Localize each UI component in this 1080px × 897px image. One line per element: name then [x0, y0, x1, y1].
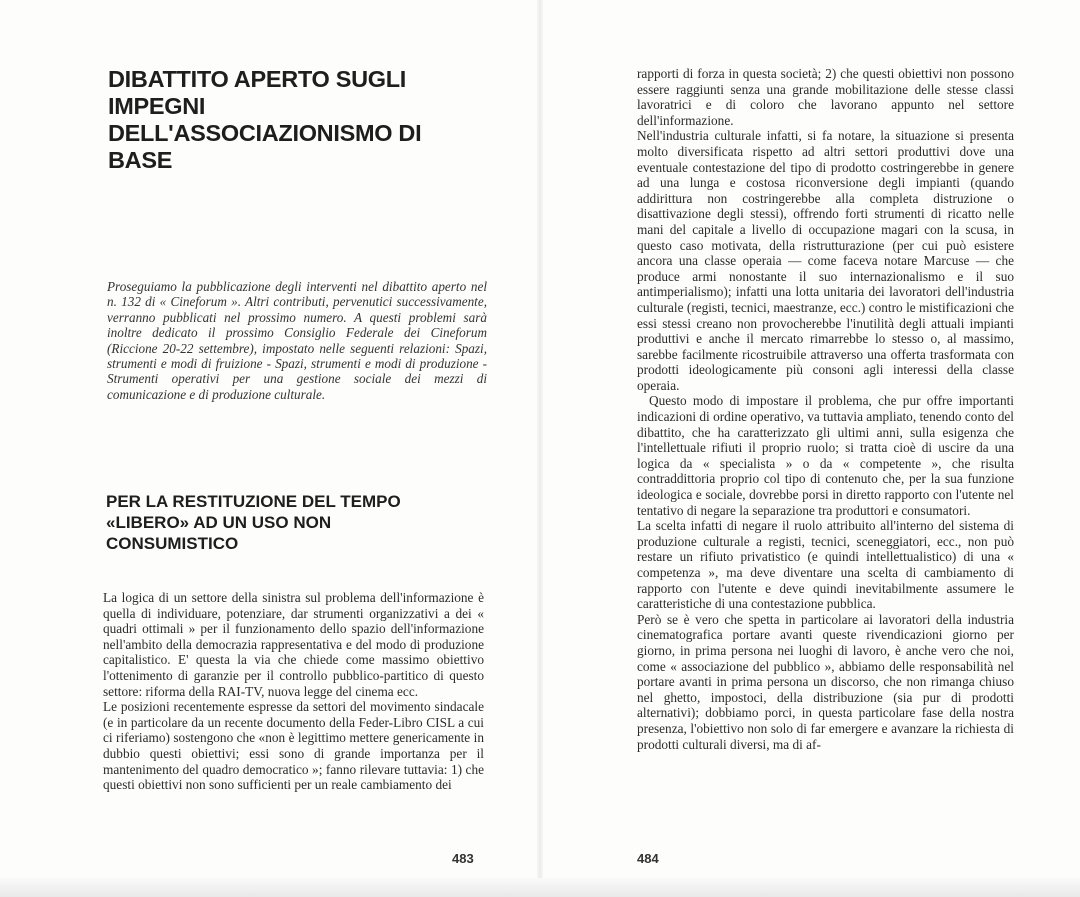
section-title: PER LA RESTITUZIONE DEL TEMPO «LIBERO» AD UN USO NON CONSUMISTICO [106, 492, 401, 553]
intro-paragraph: Proseguiamo la pubblicazione degli interventi nel dibattito aperto nel n. 132 di « Cineforum ». Altri contributi, pervenutici successivamente, verranno pubblicati nel prossimo numero. A questi problemi sarà inoltre dedicato il prossimo Consiglio Federale dei Cineforum (Riccione 20-22 settembre), impostato nelle seguenti relazioni: Spazi, strumenti e modi di fruizione - Spazi, strumenti e modi di produzione - Strumenti operativi per una gestione sociale dei mezzi di comunicazione e di produzione culturale. [107, 279, 487, 402]
body-paragraph: Nell'industria culturale infatti, si fa notare, la situazione si presenta molto diversificata rispetto ad altri settori produttivi dove una eventuale contestazione del tipo di prodotto costringerebbe in genere ad una lunga e costosa riconversione degli impianti (quando addirittura non costringerebbe alla completa distruzione o disattivazione degli stessi), offrendo forti strumenti di ricatto nelle mani del capitale a livello di occupazione magari con la scusa, in questo caso motivata, della ristrutturazione (per cui può esistere ancora una classe operaia — come faceva notare Marcuse — che produce armi nonostante il suo internazionalismo e il suo antimperialismo); infatti una lotta unitaria dei lavoratori dell'industria culturale (registi, tecnici, maestranze, ecc.) contro le mistificazioni che essi stessi creano non provocherebbe l'inutilità degli attuali impianti produttivi e anche il mercato rimarrebbe lo stesso o, al massimo, sarebbe facilmente ricostruibile attraverso una offerta trasformata con prodotti ideologicamente più consoni agli interessi della classe operaia. [637, 128, 1014, 393]
body-paragraph: rapporti di forza in questa società; 2) che questi obiettivi non possono essere raggiunti senza una grande mobilitazione delle stesse classi lavoratrici e di coloro che lavorano appunto nel settore dell'informazione. [637, 66, 1014, 128]
article-title: DIBATTITO APERTO SUGLI IMPEGNI DELL'ASSOCIAZIONISMO DI BASE [108, 66, 422, 173]
body-paragraph: La scelta infatti di negare il ruolo attribuito all'interno del sistema di produzione culturale a registi, tecnici, sceneggiatori, ecc., non può restare un rifiuto privatistico (e quindi intellettualistico) di una « competenza », ma deve diventare una scelta di cambiamento di rapporto con l'utente e deve quindi inevitabilmente assumere le caratteristiche di una contestazione pubblica. [637, 518, 1014, 612]
page-bottom-edge [0, 878, 1080, 897]
page-number-right: 484 [637, 851, 659, 866]
left-text-column [103, 590, 484, 793]
body-paragraph: Le posizioni recentemente espresse da settori del movimento sindacale (e in particolare da un recente documento della Feder-Libro CISL a cui ci riferiamo) sostengono che «non è legittimo mettere genericamente in dubbio questi obiettivi; essi sono di grande importanza per il mantenimento del quadro democratico »; fanno rilevare tuttavia: 1) che questi obiettivi non sono sufficienti per un reale cambiamento dei [103, 699, 484, 793]
page-number-left: 483 [452, 851, 474, 866]
right-text-column [637, 66, 1014, 752]
body-paragraph: La logica di un settore della sinistra sul problema dell'informazione è quella di individuare, potenziare, dar strumenti organizzativi a dei « quadri ottimali » per il funzionamento dello spazio dell'informazione nell'ambito della democrazia rappresentativa e del modo di produzione capitalistico. E' questa la via che chiede come massimo obiettivo l'ottenimento di garanzie per il controllo pubblico-partitico di questo settore: riforma della RAI-TV, nuova legge del cinema ecc. [103, 590, 484, 699]
body-paragraph: Questo modo di impostare il problema, che pur offre importanti indicazioni di ordine operativo, va tuttavia ampliato, tenendo conto del dibattito, che ha caratterizzato gli ultimi anni, sulla esigenza che l'intellettuale rifiuti il proprio ruolo; si tratta cioè di uscire da una logica da « specialista » o da « competente », che risulta contraddittoria proprio col tipo di contenuto che, per la sua funzione ideologica e sociale, dovrebbe porsi in diretto rapporto con l'utente nel tentativo di negare la separazione tra produttori e consumatori. [637, 393, 1015, 518]
body-paragraph: Però se è vero che spetta in particolare ai lavoratori della industria cinematografica portare avanti queste rivendicazioni giorno per giorno, in prima persona nei luoghi di lavoro, è anche vero che noi, come « associazione del pubblico », abbiamo delle responsabilità nel portare avanti in prima persona un discorso, che non rimanga chiuso nel ghetto, impostoci, della distribuzione (sia pur di prodotti alternativi); dobbiamo porci, in questa particolare fase della nostra presenza, l'obiettivo non solo di far emergere e avanzare la richiesta di prodotti culturali diversi, ma di af- [637, 611, 1014, 752]
